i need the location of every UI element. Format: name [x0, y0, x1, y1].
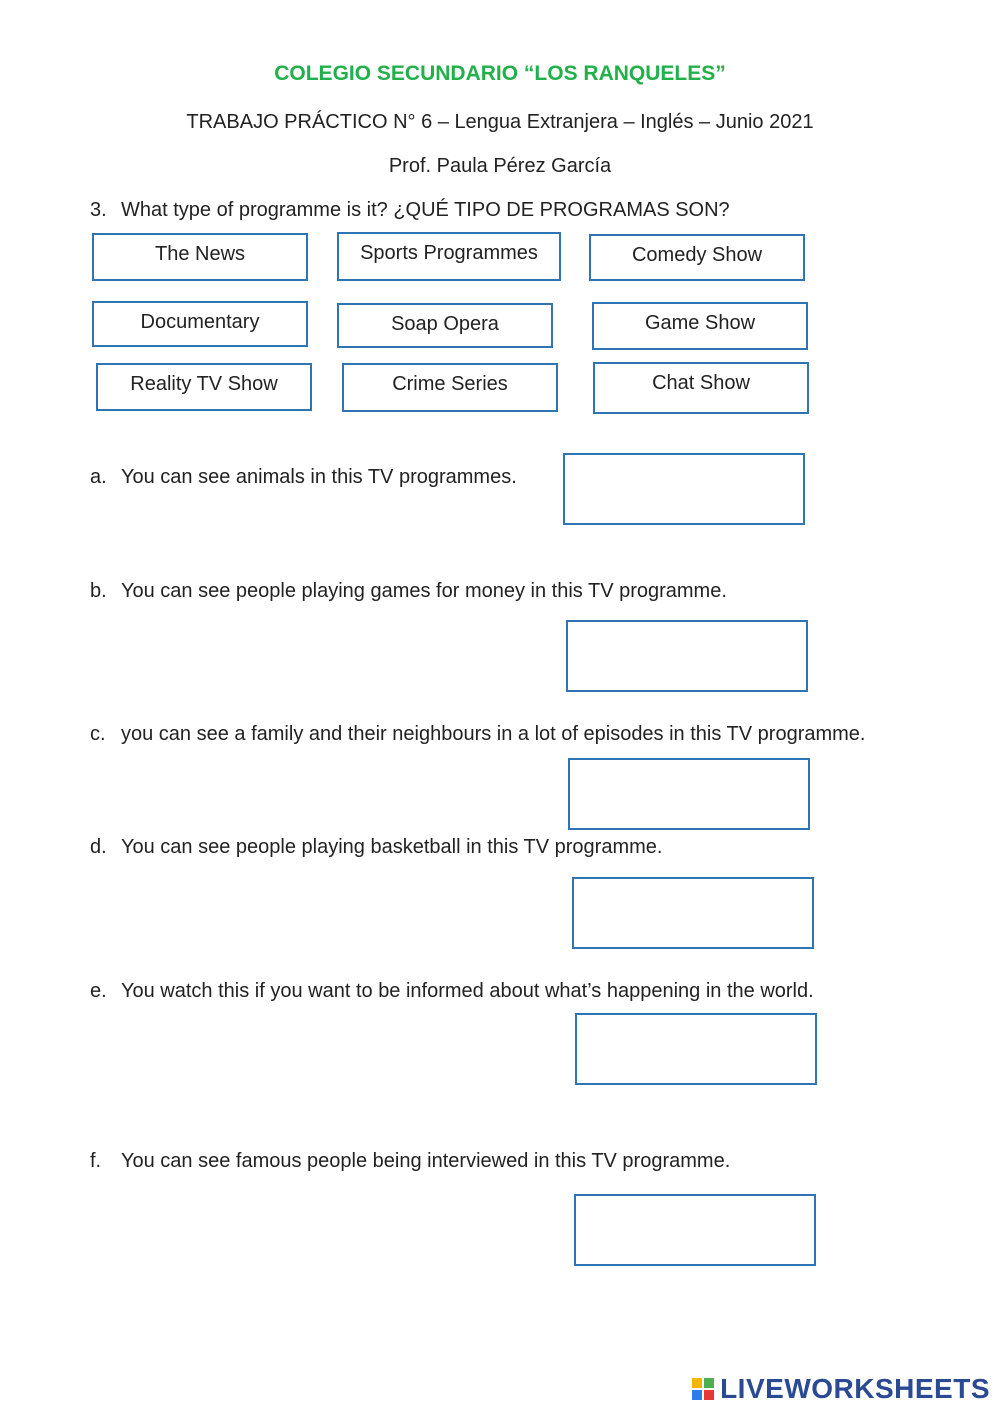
- item-b: [90, 580, 727, 603]
- option-the-news[interactable]: The News: [92, 233, 308, 281]
- option-soap-opera[interactable]: Soap Opera: [337, 303, 553, 348]
- item-letter: f.: [90, 1150, 102, 1172]
- item-e: [90, 980, 814, 1003]
- item-text: you can see a family and their neighbours in a lot of episodes in this TV programme.: [121, 723, 866, 745]
- question-heading: [90, 199, 730, 222]
- answer-box-f[interactable]: [574, 1194, 816, 1266]
- item-letter: a.: [90, 466, 107, 488]
- answer-box-c[interactable]: [568, 758, 810, 830]
- item-text: You can see animals in this TV programmes.: [121, 466, 517, 488]
- option-documentary[interactable]: Documentary: [92, 301, 308, 347]
- answer-box-e[interactable]: [575, 1013, 817, 1085]
- logo-text: LIVEWORKSHEETS: [720, 1373, 990, 1404]
- item-letter: c.: [90, 723, 106, 745]
- item-text: You can see people playing games for money in this TV programme.: [121, 580, 727, 602]
- option-reality-tv-show[interactable]: Reality TV Show: [96, 363, 312, 411]
- option-crime-series[interactable]: Crime Series: [342, 363, 558, 412]
- answer-box-d[interactable]: [572, 877, 814, 949]
- item-text: You can see people playing basketball in this TV programme.: [121, 836, 663, 858]
- item-letter: e.: [90, 980, 107, 1002]
- answer-box-a[interactable]: [563, 453, 805, 525]
- assignment-subtitle: TRABAJO PRÁCTICO N° 6 – Lengua Extranjera – Inglés – Junio 2021: [186, 111, 814, 133]
- question-text: What type of programme is it? ¿QUÉ TIPO DE PROGRAMAS SON?: [121, 199, 730, 221]
- teacher-name: Prof. Paula Pérez García: [388, 155, 612, 177]
- option-sports-programmes[interactable]: Sports Programmes: [337, 232, 561, 281]
- item-letter: d.: [90, 836, 107, 858]
- question-number: 3.: [90, 199, 107, 221]
- option-game-show[interactable]: Game Show: [592, 302, 808, 350]
- item-letter: b.: [90, 580, 107, 602]
- item-c: [90, 723, 865, 746]
- liveworksheets-logo-icon: [692, 1378, 714, 1400]
- school-title: COLEGIO SECUNDARIO “LOS RANQUELES”: [274, 62, 726, 85]
- answer-box-b[interactable]: [566, 620, 808, 692]
- option-comedy-show[interactable]: Comedy Show: [589, 234, 805, 281]
- item-a: [90, 466, 517, 489]
- liveworksheets-logo[interactable]: [692, 1373, 990, 1405]
- item-d: [90, 836, 662, 859]
- item-text: You can see famous people being interviewed in this TV programme.: [121, 1150, 731, 1172]
- option-chat-show[interactable]: Chat Show: [593, 362, 809, 414]
- item-f: [90, 1150, 730, 1173]
- item-text: You watch this if you want to be informed about what’s happening in the world.: [121, 980, 814, 1002]
